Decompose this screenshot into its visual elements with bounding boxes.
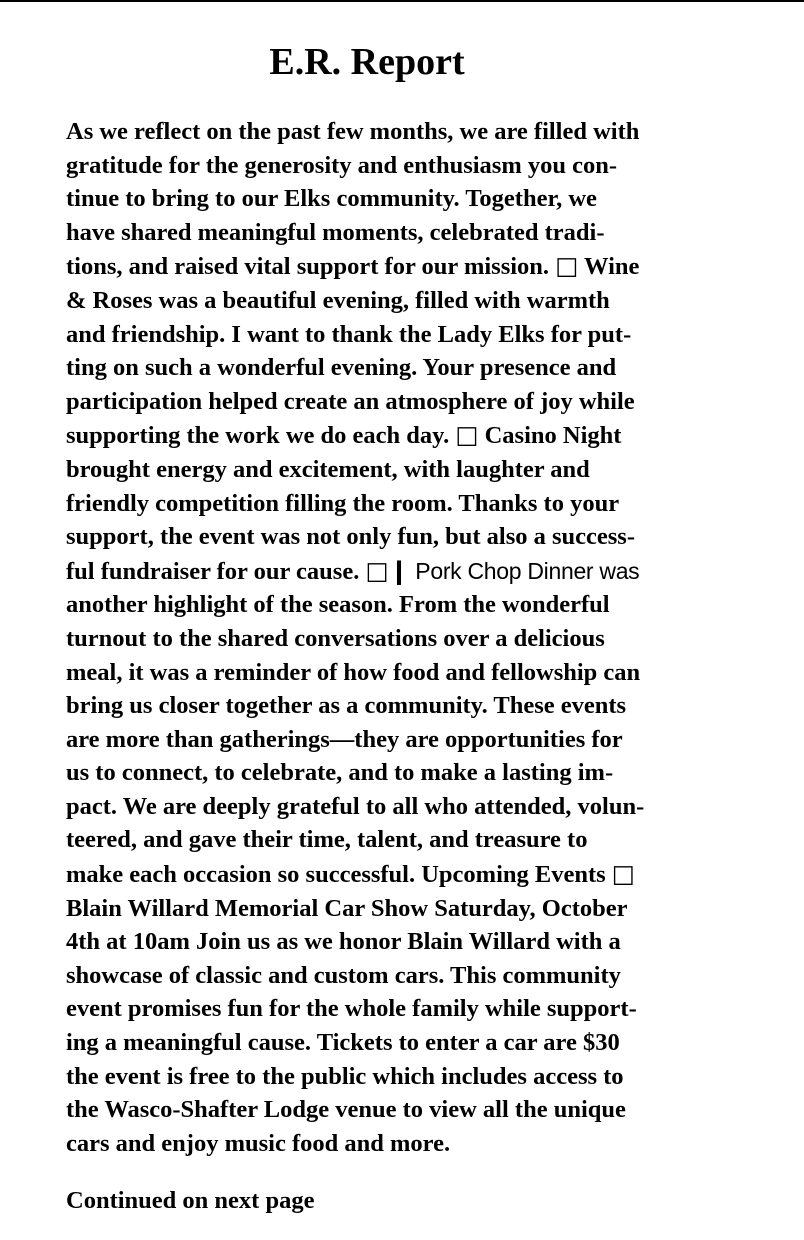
missing-glyph-box: □ [555, 251, 579, 281]
body-line [66, 857, 766, 892]
body-text-segment: Casino Night [484, 422, 622, 450]
body-text-segment: make each occasion so successful. Upcoming Events [66, 861, 606, 889]
body-line: have shared meaningful moments, celebrated tradi- [66, 218, 605, 246]
missing-glyph-box: □ [455, 420, 479, 450]
body-line: tinue to bring to our Elks community. Together, we [66, 185, 597, 213]
missing-glyph-box: □❙ [365, 555, 410, 585]
body-line: teered, and gave their time, talent, and treasure to [66, 826, 588, 854]
body-line: and friendship. I want to thank the Lady Elks for put- [66, 320, 632, 348]
body-line: us to connect, to celebrate, and to make a lasting im- [66, 759, 614, 787]
page-title: E.R. Report [269, 41, 465, 83]
body-text-segment: supporting the work we do each day. [66, 422, 450, 450]
body-line: event promises fun for the whole family while support- [66, 995, 637, 1023]
body-line: ting on such a wonderful evening. Your presence and [66, 354, 617, 382]
body-text-segment: tions, and raised vital support for our mission. [66, 253, 550, 281]
body-line: As we reflect on the past few months, we are filled with [66, 118, 640, 145]
body-line: are more than gatherings—they are opportunities for [66, 725, 623, 753]
body-line [66, 249, 766, 284]
body-line: meal, it was a reminder of how food and fellowship can [66, 658, 641, 686]
body-line: & Roses was a beautiful evening, filled with warmth [66, 286, 610, 314]
body-line [66, 554, 766, 589]
body-line: support, the event was not only fun, but also a success- [66, 523, 636, 551]
body-text-segment: ful fundraiser for our cause. [66, 557, 360, 585]
body-line: the event is free to the public which includes access to [66, 1062, 624, 1090]
body-text-segment-sans: Pork Chop Dinner was [415, 557, 640, 584]
body-line: bring us closer together as a community. These events [66, 692, 627, 720]
body-line: turnout to the shared conversations over a delicious [66, 624, 605, 652]
body-line: pact. We are deeply grateful to all who attended, volun- [66, 792, 645, 820]
body-line: participation helped create an atmosphere of joy while [66, 387, 635, 415]
body-line: gratitude for the generosity and enthusiasm you con- [66, 151, 618, 179]
continued-notice: Continued on next page [66, 1187, 315, 1214]
body-line: the Wasco-Shafter Lodge venue to view all the unique [66, 1096, 626, 1124]
body-line: showcase of classic and custom cars. This community [66, 961, 621, 989]
body-line: 4th at 10am Join us as we honor Blain Willard with a [66, 928, 621, 956]
body-line: brought energy and excitement, with laughter and [66, 455, 590, 483]
body-line: cars and enjoy music food and more. [66, 1129, 451, 1157]
body-line [66, 418, 766, 453]
body-text-segment: Wine [584, 253, 640, 281]
missing-glyph-box: □ [611, 859, 635, 889]
body-line: another highlight of the season. From the wonderful [66, 591, 610, 619]
body-line: friendly competition filling the room. Thanks to your [66, 489, 620, 517]
body-line: ing a meaningful cause. Tickets to enter a car are $30 [66, 1029, 620, 1057]
report-body [66, 115, 766, 1160]
body-line: Blain Willard Memorial Car Show Saturday, October [66, 894, 628, 922]
top-border-rule [0, 0, 804, 2]
